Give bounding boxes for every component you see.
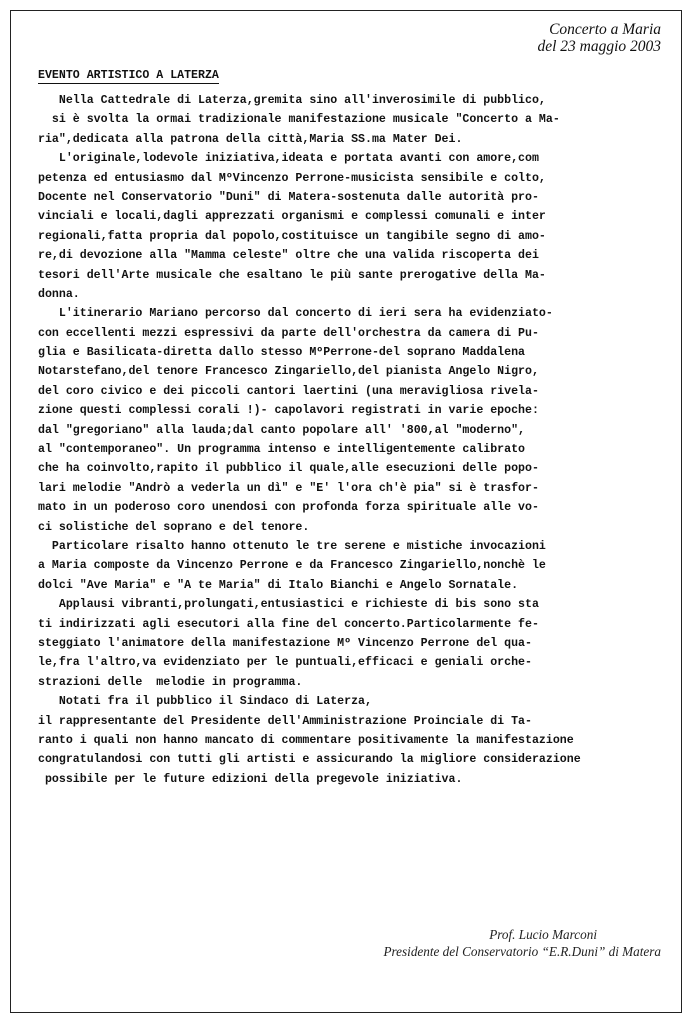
body-line: che ha coinvolto,rapito il pubblico il quale,alle esecuzioni delle popo- — [38, 462, 539, 476]
body-line: si è svolta la ormai tradizionale manifestazione musicale "Concerto a Ma- — [38, 113, 560, 127]
body-line: al "contemporaneo". Un programma intenso e intelligentemente calibrato — [38, 443, 526, 457]
body-line: Docente nel Conservatorio "Duni" di Matera-sostenuta dalle autorità pro- — [38, 190, 539, 204]
header-title: Concerto a Maria — [549, 21, 661, 38]
body-line: a Maria composte da Vincenzo Perrone e da Francesco Zingariello,nonchè le — [38, 559, 546, 573]
body-line: strazioni delle melodie in programma. — [38, 675, 303, 689]
signature-name: Prof. Lucio Marconi — [489, 927, 597, 942]
body-line: glia e Basilicata-diretta dallo stesso MºPerrone-del soprano Maddalena — [38, 346, 526, 360]
body-line: L'originale,lodevole iniziativa,ideata e portata avanti con amore,com — [38, 152, 539, 166]
body-line: vinciali e locali,dagli apprezzati organismi e complessi comunali e inter — [38, 210, 546, 224]
body-line: il rappresentante del Presidente dell'Amministrazione Proinciale di Ta- — [38, 714, 532, 728]
body-line: mato in un poderoso coro unendosi con profonda forza spirituale alle vo- — [38, 501, 539, 515]
article-body — [38, 91, 664, 789]
body-line: re,di devozione alla "Mamma celeste" oltre che una valida riscoperta dei — [38, 249, 539, 263]
body-line: dal "gregoriano" alla lauda;dal canto popolare all' '800,al "moderno", — [38, 423, 526, 437]
document-header — [537, 21, 661, 55]
body-line: regionali,fatta propria dal popolo,costituisce un tangibile segno di amo- — [38, 229, 546, 243]
body-line: congratulandosi con tutti gli artisti e assicurando la migliore considerazione — [38, 753, 581, 767]
body-line: dolci "Ave Maria" e "A te Maria" di Italo Bianchi e Angelo Sornatale. — [38, 578, 519, 592]
signature-title: Presidente del Conservatorio “E.R.Duni” di Matera — [383, 944, 661, 959]
body-line: donna. — [38, 287, 80, 301]
body-line: lari melodie "Andrò a vederla un dì" e "E' l'ora ch'è pia" si è trasfor- — [38, 481, 539, 495]
body-line: petenza ed entusiasmo dal MºVincenzo Perrone-musicista sensibile e colto, — [38, 171, 546, 185]
body-line: Notati fra il pubblico il Sindaco di Laterza, — [38, 695, 372, 709]
signature-block — [383, 926, 661, 960]
header-date: del 23 maggio 2003 — [537, 38, 661, 55]
article-heading: EVENTO ARTISTICO A LATERZA — [38, 69, 219, 82]
body-line: Nella Cattedrale di Laterza,gremita sino all'inverosimile di pubblico, — [38, 94, 546, 107]
body-line: zione questi complessi corali !)- capolavori registrati in varie epoche: — [38, 404, 539, 418]
body-line: del coro civico e dei piccoli cantori laertini (una meravigliosa rivela- — [38, 384, 539, 398]
body-line: Notarstefano,del tenore Francesco Zingariello,del pianista Angelo Nigro, — [38, 365, 539, 379]
body-line: ci solistiche del soprano e del tenore. — [38, 520, 310, 534]
body-line: le,fra l'altro,va evidenziato per le puntuali,efficaci e geniali orche- — [38, 656, 532, 670]
document-page — [10, 10, 682, 1013]
body-line: con eccellenti mezzi espressivi da parte dell'orchestra da camera di Pu- — [38, 326, 539, 340]
body-line: steggiato l'animatore della manifestazione Mº Vincenzo Perrone del qua- — [38, 636, 532, 650]
body-line: Applausi vibranti,prolungati,entusiastici e richieste di bis sono sta — [38, 598, 539, 612]
body-line: tesori dell'Arte musicale che esaltano le più sante prerogative della Ma- — [38, 268, 546, 282]
body-line: L'itinerario Mariano percorso dal concerto di ieri sera ha evidenziato- — [38, 307, 553, 321]
body-line: possibile per le future edizioni della pregevole iniziativa. — [38, 772, 463, 786]
body-line: ria",dedicata alla patrona della città,Maria SS.ma Mater Dei. — [38, 132, 463, 146]
body-line: Particolare risalto hanno ottenuto le tre serene e mistiche invocazioni — [38, 539, 546, 553]
body-line: ti indirizzati agli esecutori alla fine del concerto.Particolarmente fe- — [38, 617, 539, 631]
body-line: ranto i quali non hanno mancato di commentare positivamente la manifestazione — [38, 733, 574, 747]
